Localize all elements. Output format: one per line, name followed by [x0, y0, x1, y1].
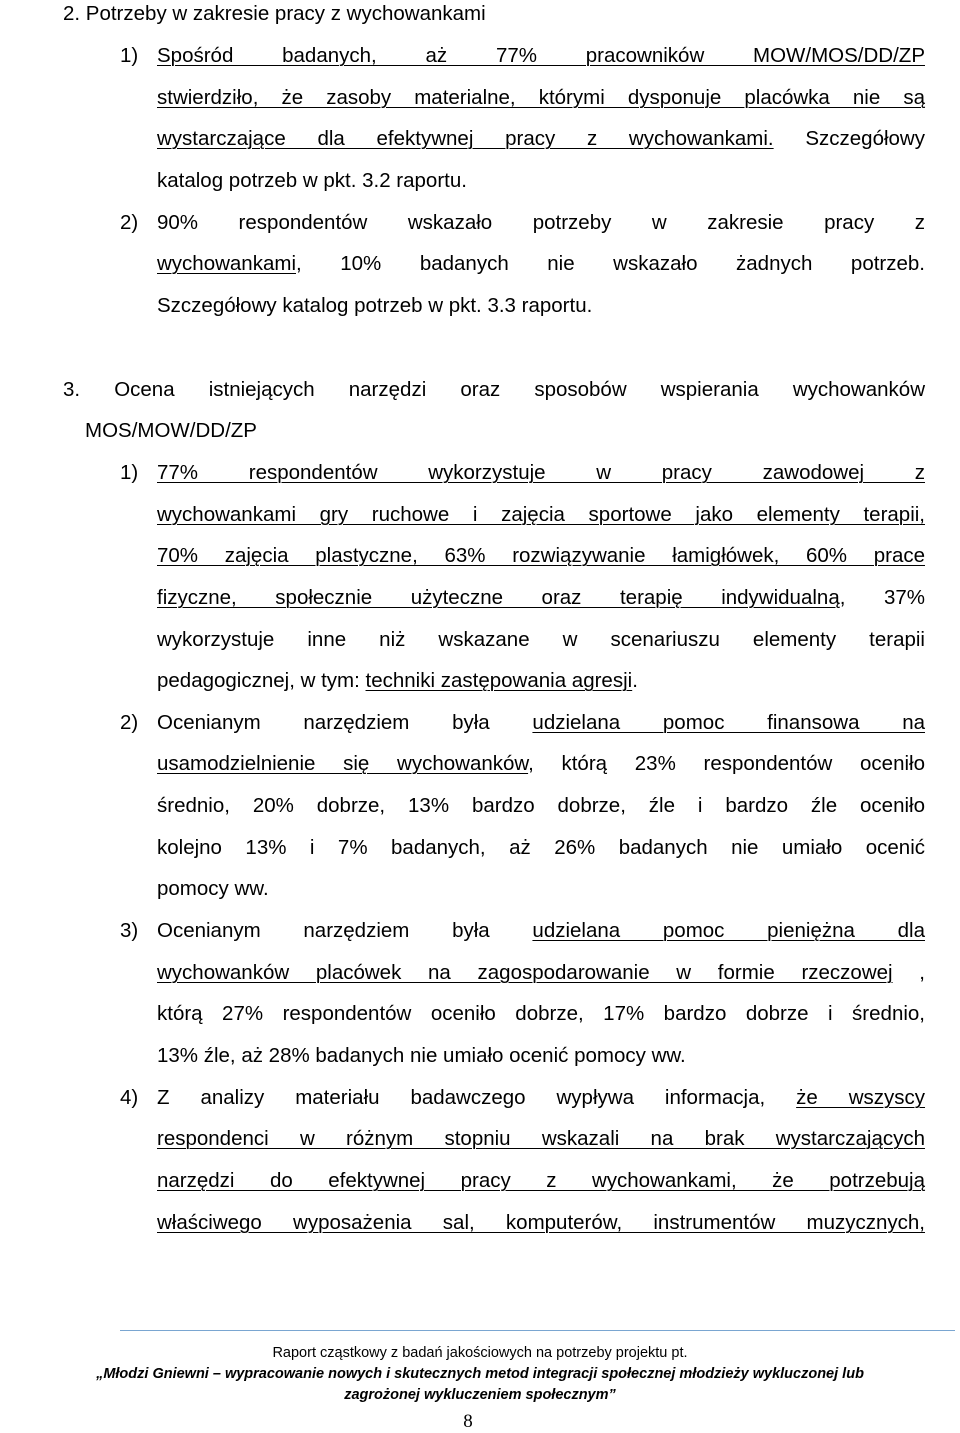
- text: , 37%: [839, 586, 926, 609]
- underlined-text: Spośród badanych, aż 77% pracowników MOW/MOS/DD/ZP: [157, 44, 925, 67]
- text: Ocenianym narzędziem była: [157, 919, 533, 942]
- text: Ocenianym narzędziem była: [157, 711, 533, 734]
- paragraph-line: [157, 1086, 925, 1110]
- paragraph-line: katalog potrzeb w pkt. 3.2 raportu.: [157, 169, 467, 192]
- list-number: 1): [120, 44, 139, 67]
- underlined-text: techniki zastępowania agresji: [365, 669, 633, 692]
- underlined-text: respondenci w różnym stopniu wskazali na brak wystarczających: [157, 1127, 925, 1150]
- page-number: 8: [463, 1411, 473, 1432]
- text: Z analizy materiału badawczego wypływa informacja,: [157, 1086, 797, 1109]
- text: kolejno 13% i 7% badanych, aż 26% badanych nie umiało ocenić: [157, 836, 925, 859]
- underlined-text: narzędzi do efektywnej pracy z wychowankami, że potrzebują: [157, 1169, 925, 1192]
- paragraph-line: [157, 586, 925, 610]
- text: 90% respondentów wskazało potrzeby w zakresie pracy z: [157, 211, 925, 234]
- paragraph-line: [157, 669, 638, 693]
- underlined-text: udzielana pomoc pieniężna dla: [532, 919, 925, 942]
- underlined-text: właściwego wyposażenia sal, komputerów, instrumentów muzycznych,: [157, 1211, 925, 1234]
- paragraph-line: [157, 752, 925, 776]
- underlined-text: wychowankami gry ruchowe i zajęcia sportowe jako elementy terapii,: [157, 503, 925, 526]
- section-3-heading: [63, 378, 925, 402]
- paragraph-line: [157, 961, 925, 985]
- paragraph-line: [157, 461, 925, 485]
- paragraph-line: [157, 1211, 925, 1235]
- text: ,: [892, 961, 925, 984]
- section-3-heading-continued: MOS/MOW/DD/ZP: [85, 419, 257, 442]
- underlined-text: że wszyscy: [796, 1086, 926, 1109]
- paragraph-line: pomocy ww.: [157, 877, 269, 900]
- paragraph-line: [157, 836, 925, 860]
- paragraph-line: [157, 127, 925, 151]
- paragraph-line: [157, 252, 925, 276]
- underlined-text: 77% respondentów wykorzystuje w pracy zawodowej z: [157, 461, 925, 484]
- paragraph-line: [157, 1127, 925, 1151]
- paragraph-line: 13% źle, aż 28% badanych nie umiało ocenić pomocy ww.: [157, 1044, 686, 1067]
- underlined-text: 70% zajęcia plastyczne, 63% rozwiązywanie łamigłówek, 60% prace: [157, 544, 925, 567]
- footer-project-title: „Młodzi Gniewni – wypracowanie nowych i skutecznych metod integracji społecznej młodzieży wykluczonej lub: [96, 1366, 864, 1382]
- paragraph-line: [157, 44, 925, 68]
- list-number: 1): [120, 461, 139, 484]
- paragraph-line: [157, 86, 925, 110]
- paragraph-line: [157, 628, 925, 652]
- text: średnio, 20% dobrze, 13% bardzo dobrze, źle i bardzo źle oceniło: [157, 794, 925, 817]
- underlined-text: fizyczne, społecznie użyteczne oraz terapię indywidualną: [157, 586, 840, 609]
- paragraph-line: [157, 1002, 925, 1026]
- text: .: [632, 669, 638, 692]
- underlined-text: wychowanków placówek na zagospodarowanie w formie rzeczowej: [157, 961, 893, 984]
- paragraph-line: [157, 503, 925, 527]
- text: 3. Ocena istniejących narzędzi oraz sposobów wspierania wychowanków: [63, 378, 925, 401]
- text: , którą 23% respondentów oceniło: [528, 752, 925, 775]
- footer-divider: [120, 1330, 955, 1331]
- paragraph-line: [157, 794, 925, 818]
- underlined-text: stwierdziło, że zasoby materialne, którymi dysponuje placówka nie są: [157, 86, 925, 109]
- text: Szczegółowy: [773, 127, 925, 150]
- underlined-text: usamodzielnienie się wychowanków: [157, 752, 529, 775]
- text: , 10% badanych nie wskazało żadnych potrzeb.: [296, 252, 925, 275]
- underlined-text: udzielana pomoc finansowa na: [532, 711, 925, 734]
- paragraph-line: Szczegółowy katalog potrzeb w pkt. 3.3 raportu.: [157, 294, 593, 317]
- underlined-text: wychowankami: [157, 252, 296, 275]
- list-number: 3): [120, 919, 139, 942]
- paragraph-line: [157, 919, 925, 943]
- paragraph-line: [157, 1169, 925, 1193]
- text: którą 27% respondentów oceniło dobrze, 17% bardzo dobrze i średnio,: [157, 1002, 925, 1025]
- paragraph-line: [157, 544, 925, 568]
- footer-report-line: Raport cząstkowy z badań jakościowych na potrzeby projektu pt.: [272, 1345, 688, 1361]
- text: wykorzystuje inne niż wskazane w scenariuszu elementy terapii: [157, 628, 925, 651]
- text: pedagogicznej, w tym:: [157, 669, 366, 692]
- list-number: 4): [120, 1086, 139, 1109]
- underlined-text: wystarczające dla efektywnej pracy z wychowankami.: [157, 127, 774, 150]
- section-2-heading: 2. Potrzeby w zakresie pracy z wychowankami: [63, 2, 486, 25]
- list-number: 2): [120, 211, 139, 234]
- footer-project-title-continued: zagrożonej wykluczeniem społecznym”: [344, 1387, 616, 1403]
- list-number: 2): [120, 711, 139, 734]
- paragraph-line: [157, 211, 925, 235]
- paragraph-line: [157, 711, 925, 735]
